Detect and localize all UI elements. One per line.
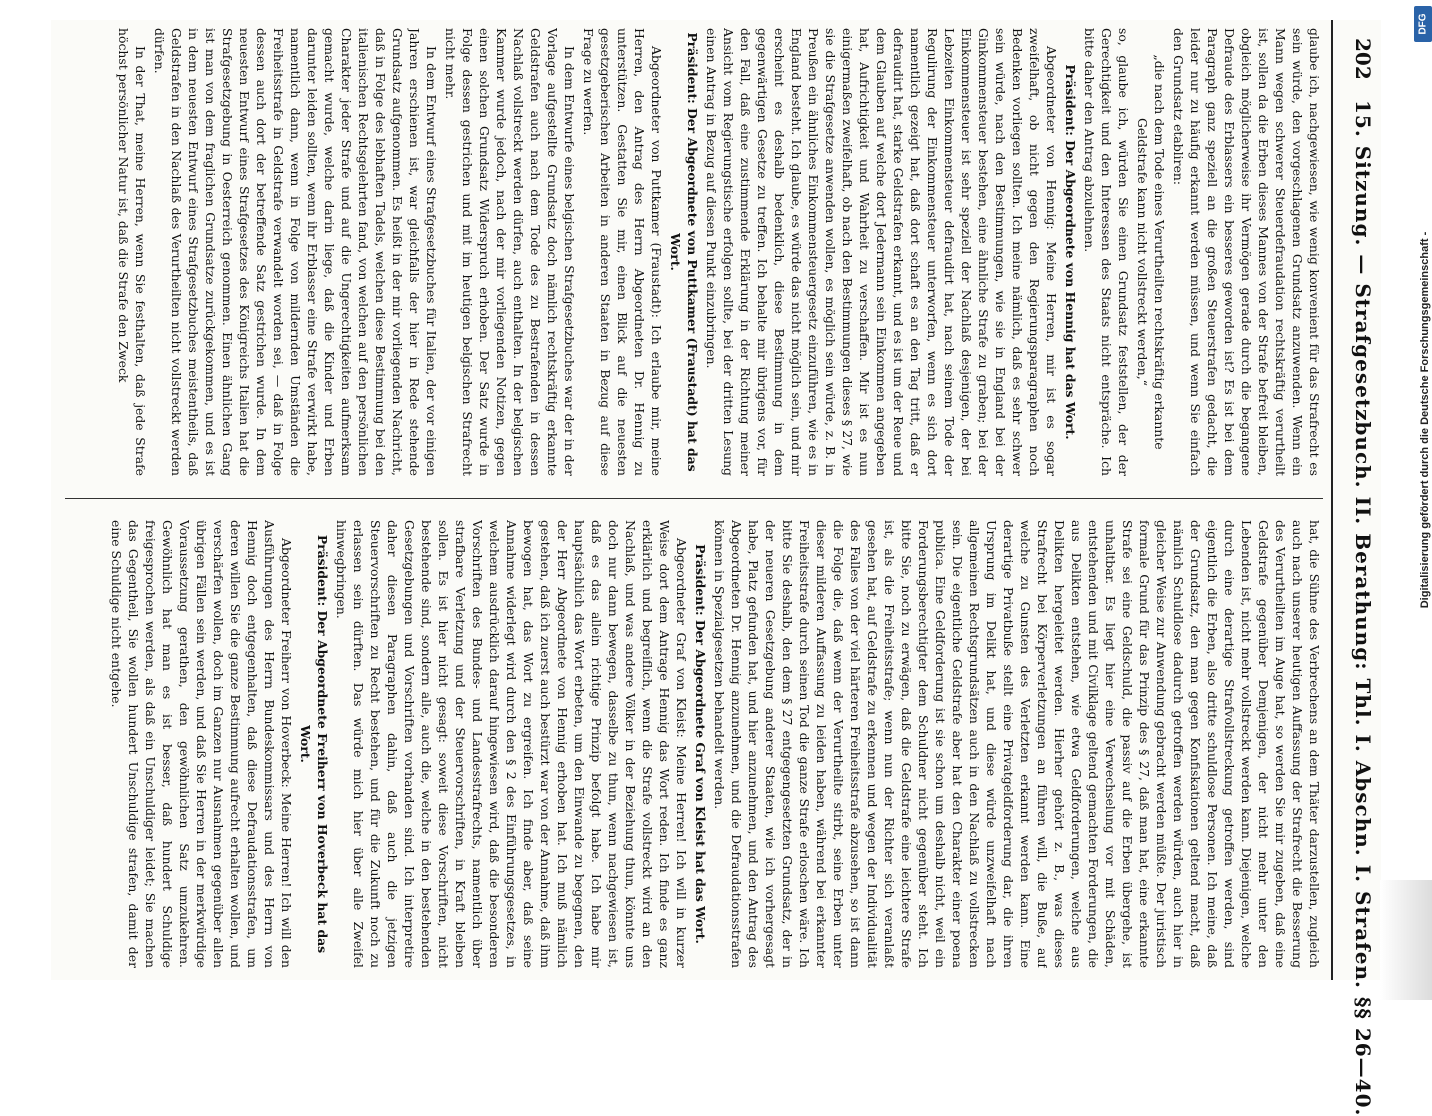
dfg-logo: DFG [1414, 6, 1432, 42]
column-divider [65, 498, 1323, 499]
paragraph: In dem Entwurf eines Strafgesetzbuches für Italien, der vor einigen Jahren erschienen ist, war gleichfalls der hier in Rede stehende Grundsatz aufgenommen. Es heißt in der mir vorliegenden Nachricht, daß in Folge des lebhaften Tadels, welchen diese Bestimmung bei den italienischen Rechtsgelehrten fand, von welchen auf den persönlichen Charakter jeder Strafe und auf die Ungerechtigkeiten aufmerksam gemacht wurde, welche darin liege, daß die Kinder und Erben darunter leiden sollten, wenn ihr Erblasser eine Strafe verwirkt habe, namentlich dann, wenn in Folge von mildernden Umständen die Freiheitsstrafe in Geldstrafe verwandelt worden sei, — daß in Folge dessen auch dort der betreffende Satz gestrichen wurde. In dem neuesten Entwurf eines Strafgesetzes des Königreichs Italien hat die Strafgesetzgebung in Oesterreich genommen. Einen ähnlichen Gang ist man von dem fraglichen Grundsatze zurückgekommen, und es ist in dem neuesten Entwurf eines Strafgesetzbuches meistentheils, daß Geldstrafen in den Nachlaß des Verurtheilten nicht vollstreckt werden dürfen. [152, 28, 439, 476]
speech-hoverbeck: Abgeordneter Freiherr von Hoverbeck: Meine Herren! Ich will den Ausführungen des Herrn Bundeskommissars und des Herrn von Hennig doch entgegenhalten, daß diese Defraudationsstrafen, um deren willen Sie die ganze Bestimmung aufrecht erhalten wollen, und verschärfen wollen, doch im Ganzen nur Ausnahmen gegenüber allen übrigen Fällen sein werden, und daß Sie Herren in der merkwürdige Voraussetzung gerathen, den gewöhnlichen Satz umzukehren. Gewöhnlich hat man es ist besser, daß hundert Schuldige freigesprochen werden, als daß ein Unschuldiger leidet; Sie machen das Gegentheil, Sie wollen hundert Unschuldige strafen, damit der eine Schuldige nicht entgehe. [109, 520, 294, 968]
page-number: 202 [1351, 38, 1375, 80]
document-page [51, 20, 1381, 1116]
speech-kleist: Abgeordneter Graf von Kleist: Meine Herren! Ich will in kurzer Weise dort dem Antrage Hennig das Wort reden. Ich finde es ganz erklärlich und begreiflich, wenn die Strafe vollstreckt wird an den Nachlaß, und was andere Völker in der Beziehung thun, könnte uns doch nur dann bewegen, dasselbe zu thun, wenn nachgewiesen ist, daß es das allein richtige Prinzip befolgt habe. Ich habe mir hauptsächlich das Wort erbeten, um den Einwande zu begegnen, den der Herr Abgeordnete von Hennig erhoben hat. Ich muß nämlich gestehen, daß ich zuerst auch bestürzt war von der Annahme, daß ihm bewogen hat, das Wort zu ergreifen. Ich finde aber, daß seine Annahme widerlegt wird durch den § 2 des Einführungsgesetzes, in welchem ausdrücklich darauf hingewiesen wird, daß die besonderen Vorschriften des Bundes- und Landesstrafrechts, namentlich über strafbare Verletzung und der Steuervorschriften, in Kraft bleiben sollen. Es ist hier nicht gesagt: soweit diese Vorschriften, nicht bestehende sind, sondern alle, auch die, welche in den bestehenden Gesetzgebungen und Vorschriften vorhanden sind. Ich interpretire daher diesen Paragraphen dahin, daß auch die jetzigen Steuervorschriften zu Recht bestehen, und für die Zukunft noch zu erlassen sein dürften. Das würde mich hier über alle Zweifel hinwegbringen. [334, 520, 689, 968]
credit-text: Digitalisierung gefördert durch die Deutsche Forschungsgemeinschaft - [1419, 231, 1431, 609]
paragraph: hat, die Sühne des Verbrechens an dem Thäter darzustellen, zugleich auch nach unserer heutigen Auffassung der Strafrecht die Besserung des Verurtheilten im Auge hat, so werden Sie mir zugeben, daß eine Geldstrafe gegenüber Demjenigen, der nicht mehr unter den Lebenden ist, nicht mehr vollstreckt werden kann. Diejenigen, welche durch eine derartige Strafvollstreckung getroffen werden, sind eigentlich die Erben, also dritte schuldlose Personen. Ich meine, daß der Grundsatz, den man gegen Konfiskationen geltend macht, daß nämlich Schuldlose dadurch getroffen werden würden, auch hier in gleicher Weise zur Anwendung gebracht werden müßte. Der juristisch formale Grund für das Prinzip des § 27, daß man hat, eine erkannte Strafe sei eine Geldschuld, die passiv auf die Erben übergehe, ist unhaltbar. Es liegt hier eine Verwechselung vor mit Schäden, entstehenden und mit Civilklage geltend gemachten Forderungen, die aus Delikten entstehen, wie etwa Geldforderungen, welche aus Delikten hergeleitet werden. Hierher gehört z. B., was dieses Strafrecht bei Körperverletzungen an führen will, die Buße, auf welche zu Gunsten des Verletzten erkannt werden kann. Eine derartige Privatbuße stellt eine Privatgeldforderung dar, die ihren Ursprung im Delikt hat, und diese würde unzweifelhaft nach allgemeinen Rechtsgrundsätzen auch in den Nachlaß zu vollstrecken sein. Die eigentliche Geldstrafe aber hat den Charakter einer poena publica. Eine Geldforderung ist sie schon um deshalb nicht, weil ein Forderungsberechtigter dem Schuldner nicht gegenüber steht. Ich bitte Sie, noch zu erwägen, daß die Geldstrafe eine leichtere Strafe ist, als die Freiheitsstrafe; wenn nun der Richter sich veranlaßt gesehen hat, auf Geldstrafe zu erkennen und wegen der Individualität des Falles von der viel härteren Freiheitsstrafe abzusehen, so ist dann die Folge die, daß wenn der Verurtheilte stirbt, seine Erben unter dieser milderen Auffassung zu leiden haben, während bei erkannter Freiheitsstrafe durch seinen Tod die ganze Strafe erloschen wäre. Ich bitte Sie deshalb, den dem § 27 entgegengesetzten Grundsatz, der in der neueren Gesetzgebung anderer Staaten, wie ich vorhergesagt habe, Platz gefunden hat, und hier anzunehmen, und den Antrag des Abgeordneten Dr. Hennig anzunehmen, und die Defraudationsstrafen können in Spezialgesetzen behandelt werden. [712, 520, 1322, 968]
paragraph: In dem Entwurfe eines belgischen Strafgesetzbuches war der in der Vorlage aufgestellte Grundsatz doch nämlich rechtskräftig erkannte Geldstrafen auch nach dem Tode des zu Bestrafenden in dessen Nachlaß vollstreckt werden dürfen, auch enthalten. In der belgischen Kammer wurde jedoch, nach der mir vorliegenden Notizen, gegen einen solchen Grundsatz Widerspruch erhoben. Der Satz wurde in Folge dessen gestrichen und mit im heutigen belgischen Strafrecht nicht mehr. [443, 28, 577, 476]
speech-puttkamer: Abgeordneter von Puttkamer (Fraustadt): Ich erlaube mir, meine Herren, den Antrag des Herrn Abgeordneten Dr. Hennig zu unterstützen. Gestatten Sie mir, einen Blick auf die neuesten gesetzgeberischen Arbeiten in anderen Staaten in Bezug auf diese Frage zu werfen. [581, 28, 664, 476]
right-column [65, 520, 1323, 968]
page-header [1331, 20, 1381, 1116]
paragraph: glaube ich, nachgewiesen, wie wenig konvenient für das Strafrecht es sein würde, den vorgeschlagenen Grundsatz anzuwenden. Wenn ein Mann wegen schwerer Steuerdefraudation rechtskräftig verurtheilt ist, sollen da die Erben dieses Mannes von der Strafe befreit bleiben, obgleich möglicherweise ihr Vermögen gerade durch die begangene Defraude des Erblassers ein besseres geworden ist? Es ist bei dem Paragraph ganz speziell an die großen Steuerstrafen gedacht, die leider nur zu häufig erkannt werden müssen, und wenn Sie einfach den Grundsatz etabliren: [1171, 28, 1322, 476]
paragraph: In der That, meine Herren, wenn Sie festhalten, daß jede Strafe höchst persönlicher Natur ist, daß die Strafe den Zweck [116, 28, 148, 476]
president-remark: Präsident: Der Abgeordnete Freiherr von Hoverbeck hat das Wort. [298, 534, 330, 954]
running-head: 15. Sitzung. — Strafgesetzbuch. II. Berathung: Thl. I. Abschn. I. Strafen. §§ 26—40. [1351, 100, 1375, 1116]
digitization-credit [1418, 10, 1432, 830]
quoted-motion: „die nach dem Tode eines Verurtheilten rechtskräftig erkannte Geldstrafe kann nicht vollstreckt werden,“ [1135, 54, 1167, 450]
speech-hennig: Abgeordneter von Hennig: Meine Herren, mir ist es sogar zweifelhaft, ob nicht gegen den Regierungsparagraphen noch Bedenken vorliegen sollten. Ich meine nämlich, daß es sehr schwer sein würde, nach den Bestimmungen, wie sie in England bei der Ginkommensteuer bestehen, eine ähnliche Strafe zu graben; bei der Einkommensteuer ist sehr speziell der Nachlaß desjenigen, der bei Lebzeiten Einkommensteuer defraudirt hat, nach seinem Tode der Regulirung der Einkommensteuer unterworfen, wenn es sich dort namentlich gezeigt hat, daß dort schaft es an den Tag tritt, daß er defraudirt hat, starke Geldstrafen erkannt, und es ist um der Reue und dem Glauben auf welche dort Jedermann sein Einkommen angegeben hat, Aufrichtigkeit und Wahrheit zu verschaffen. Mir ist es nun einigermaßen zweifelhaft, ob nach den Bestimmungen dieses § 27, wie sie die Strafgesetze anwenden wollen, es möglich sein würde, z. B. in Preußen ein ähnliches Einkommensteuergesetz einzuführen, wie es in England besteht. Ich glaube, es würde das nicht möglich sein, und mir erscheint es deshalb bedenklich, diese Bestimmung in dem gegenwärtigen Gesetze zu treffen. Ich behalte mir übrigens vor, für den Fall, daß eine zustimmende Erklärung in der Richtung meiner Ansicht vom Regierungstische erfolgen sollte, bei der dritten Lesung einen Antrag in Bezug auf diesen Punkt einzubringen. [704, 28, 1059, 476]
paragraph: so, glaube ich, würden Sie einen Grundsatz feststellen, der der Gerechtigkeit und den Interessen des Staats nicht entspräche. Ich bitte daher den Antrag abzulehnen. [1082, 28, 1131, 476]
president-remark: Präsident: Der Abgeordnete von Puttkamer (Fraustadt) hat das Wort. [668, 32, 700, 472]
president-remark: Präsident: Der Abgeordnete Graf von Kleist hat das Wort. [693, 544, 708, 944]
president-remark: Präsident: Der Abgeordnete von Hennig hat das Wort. [1063, 64, 1078, 440]
left-column [65, 28, 1323, 476]
scan-edge [1380, 880, 1432, 1000]
